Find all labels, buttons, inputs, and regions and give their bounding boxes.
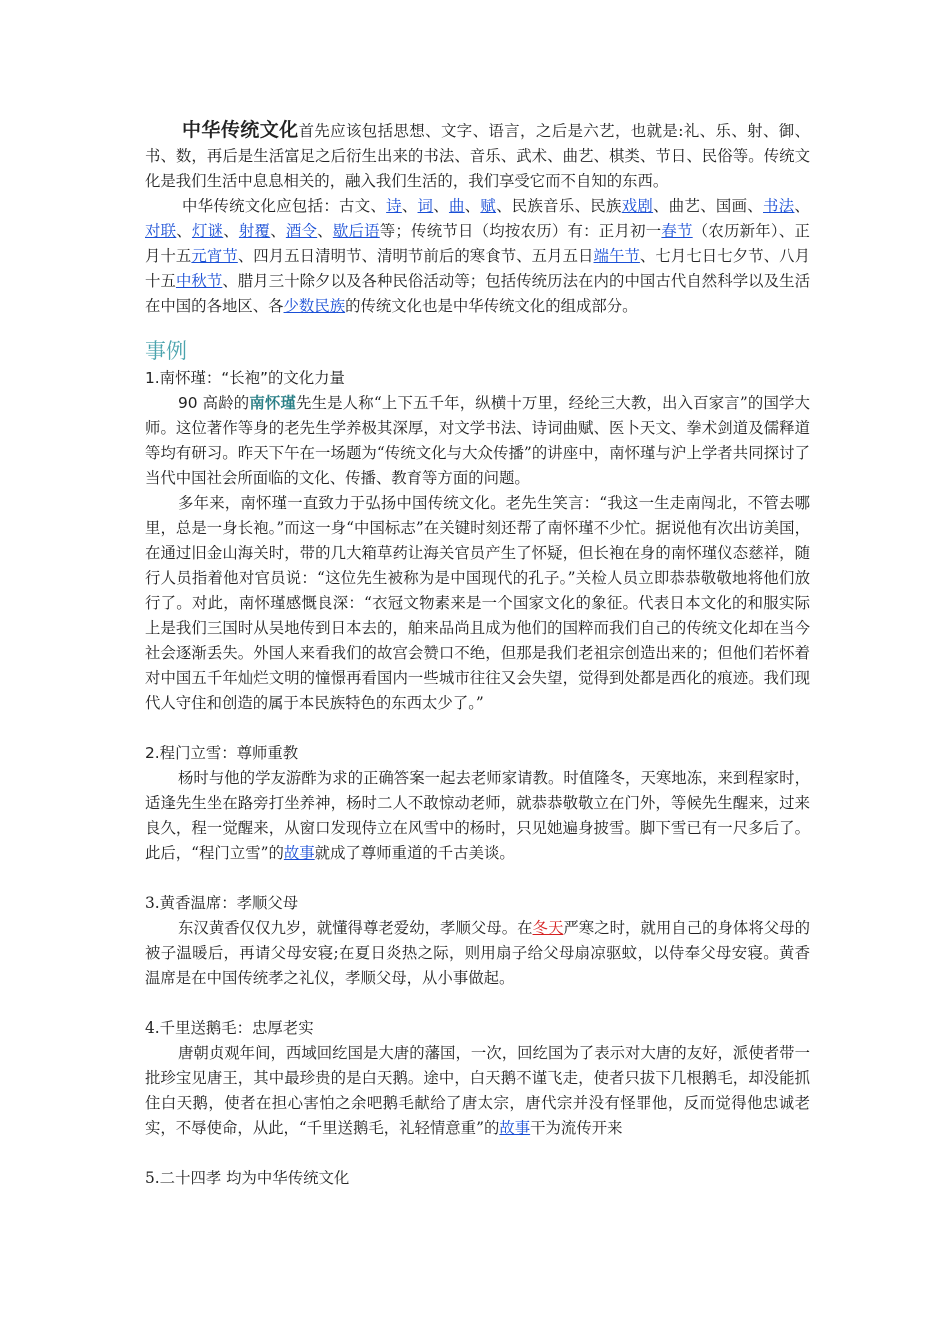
link-ci[interactable]: 词 xyxy=(417,197,434,215)
link-dragon-boat-festival[interactable]: 端午节 xyxy=(593,247,640,265)
link-spring-festival[interactable]: 春节 xyxy=(661,222,693,240)
text-run: 、 xyxy=(270,222,286,240)
case5-heading: 5.二十四孝 均为中华传统文化 xyxy=(145,1169,350,1187)
text-run: 、曲艺、国画、 xyxy=(653,197,764,215)
link-drinking-game[interactable]: 酒令 xyxy=(285,222,318,240)
text-run: 杨时与他的学友游酢为求的正确答案一起去老师家请教。时值隆冬，天寒地冻，来到程家时，适逢先生坐在路旁打坐养神，杨时二人不敢惊动老师，就恭恭敬敬立在门外，等候先生醒来，过来良久，程一觉醒来，从窗口发现侍立在风雪中的杨时，只见她遍身披雪。脚下雪已有一尺多后了。此后，“程门立雪”的 xyxy=(145,769,810,862)
intro-title-word: 中华传统文化 xyxy=(182,119,299,141)
text-run: 、 xyxy=(317,222,333,240)
spacer xyxy=(145,866,810,891)
link-shefu[interactable]: 射覆 xyxy=(238,222,271,240)
text-run: 、七月七日七夕节、八月十五 xyxy=(145,247,810,290)
case1-heading: 1.南怀瑾：“长袍”的文化力量 xyxy=(145,369,345,387)
text-run: 、 xyxy=(176,222,192,240)
text-run: 、 xyxy=(223,222,239,240)
link-ethnic-minorities[interactable]: 少数民族 xyxy=(283,297,346,315)
text-run: 的传统文化也是中华传统文化的组成部分。 xyxy=(345,297,638,315)
link-winter[interactable]: 冬天 xyxy=(532,919,564,937)
intro-paragraph-2 xyxy=(145,194,810,319)
spacer xyxy=(145,1141,810,1166)
examples-heading: 事例 xyxy=(145,339,187,363)
text-run: 、四月五日清明节、清明节前后的寒食节、五月五日 xyxy=(237,247,594,265)
link-fu[interactable]: 赋 xyxy=(480,197,497,215)
link-xiehouyu[interactable]: 歇后语 xyxy=(332,222,380,240)
spacer xyxy=(145,991,810,1016)
link-lantern-festival[interactable]: 元宵节 xyxy=(191,247,238,265)
person-name: 南怀瑾 xyxy=(249,394,297,412)
text-run: 、 xyxy=(401,197,418,215)
link-story[interactable]: 故事 xyxy=(283,844,315,862)
text-run: 等；传统节日（均按农历）有：正月初一 xyxy=(379,222,662,240)
case3-paragraph xyxy=(145,916,810,991)
case1-paragraph-1 xyxy=(145,391,810,491)
text-run: 、腊月三十除夕以及各种民俗活动等；包括传统历法在内的中国古代自然科学以及生活在中国的各地区、各 xyxy=(145,272,810,315)
text-run: 、民族音乐、民族 xyxy=(496,197,622,215)
text-run: 干为流传开来 xyxy=(530,1119,623,1137)
case2-heading: 2.程门立雪：尊师重教 xyxy=(145,744,299,762)
text-run: 唐朝贞观年间，西域回纥国是大唐的藩国，一次，回纥国为了表示对大唐的友好，派使者带一批珍宝见唐王，其中最珍贵的是白天鹅。途中，白天鹅不谨飞走，使者只拔下几根鹅毛，却没能抓住白天鹅，使者在担心害怕之余吧鹅毛献给了唐太宗，唐代宗并没有怪罪他，反而觉得他忠诚老实，不辱使命，从此，“千里送鹅毛，礼轻情意重”的 xyxy=(145,1044,810,1137)
link-story[interactable]: 故事 xyxy=(499,1119,531,1137)
link-couplet[interactable]: 对联 xyxy=(145,222,177,240)
case2-paragraph xyxy=(145,766,810,866)
link-poetry[interactable]: 诗 xyxy=(386,197,402,215)
text-run: 先生是人称“上下五千年，纵横十万里，经纶三大教，出入百家言”的国学大师。这位著作等身的老先生学养极其深厚，对文学书法、诗词曲赋、医卜天文、拳术剑道及儒释道等均有研习。昨天下午在一场题为“传统文化与大众传播”的讲座中，南怀瑾与沪上学者共同探讨了当代中国社会所面临的文化、传播、教育等方面的问题。 xyxy=(145,394,810,487)
intro-paragraph-1 xyxy=(145,118,810,194)
case4-heading: 4.千里送鹅毛：忠厚老实 xyxy=(145,1019,314,1037)
case1-paragraph-2: 多年来，南怀瑾一直致力于弘扬中国传统文化。老先生笑言：“我这一生走南闯北，不管去哪里，总是一身长袍。”而这一身“中国标志”在关键时刻还帮了南怀瑾不少忙。据说他有次出访美国，在通过旧金山海关时，带的几大箱草药让海关官员产生了怀疑，但长袍在身的南怀瑾仪态慈祥，随行人员指着他对官员说：“这位先生被称为是中国现代的孔子。”关检人员立即恭恭敬敬地将他们放行了。对此，南怀瑾感慨良深：“衣冠文物素来是一个国家文化的象征。代表日本文化的和服实际上是我们三国时从吴地传到日本去的，舶来品尚且成为他们的国粹而我们自己的传统文化却在当今社会逐渐丢失。外国人来看我们的故宫会赞口不绝，但那是我们老祖宗创造出来的；但他们若怀着对中国五千年灿烂文明的憧憬再看国内一些城市往往又会失望，觉得到处都是西化的痕迹。我们现代人守住和创造的属于本民族特色的东西太少了。” xyxy=(145,494,810,712)
intro-paragraph-1-text: 首先应该包括思想、文字、语言，之后是六艺，也就是:礼、乐、射、御、书、数，再后是生活富足之后衍生出来的书法、音乐、武术、曲艺、棋类、节日、民俗等。传统文化是我们生活中息息相关的，融入我们生活的，我们享受它而不自知的东西。 xyxy=(145,122,810,190)
text-run: 90 高龄的 xyxy=(178,394,250,412)
link-mid-autumn-festival[interactable]: 中秋节 xyxy=(175,272,223,290)
text-run: 就成了尊师重道的千古美谈。 xyxy=(314,844,515,862)
link-calligraphy[interactable]: 书法 xyxy=(763,197,795,215)
case3-heading: 3.黄香温席：孝顺父母 xyxy=(145,894,299,912)
text-run: 东汉黄香仅仅九岁，就懂得尊老爱幼，孝顺父母。在 xyxy=(178,919,533,937)
spacer xyxy=(145,716,810,741)
text-run: （农历新年）、正月十五 xyxy=(145,222,810,265)
text-run: 中华传统文化应包括：古文、 xyxy=(182,197,387,215)
link-drama[interactable]: 戏剧 xyxy=(621,197,654,215)
text-run: 、 xyxy=(433,197,449,215)
text-run: 、 xyxy=(794,197,810,215)
case4-paragraph xyxy=(145,1041,810,1141)
text-run: 、 xyxy=(464,197,481,215)
document-page xyxy=(145,118,810,1191)
link-qu[interactable]: 曲 xyxy=(448,197,465,215)
link-lantern-riddle[interactable]: 灯谜 xyxy=(191,222,224,240)
text-run: 严寒之时，就用自己的身体将父母的被子温暖后，再请父母安寝;在夏日炎热之际，则用扇子给父母扇凉驱蚊，以侍奉父母安寝。黄香温席是在中国传统孝之礼仪，孝顺父母，从小事做起。 xyxy=(145,919,810,987)
